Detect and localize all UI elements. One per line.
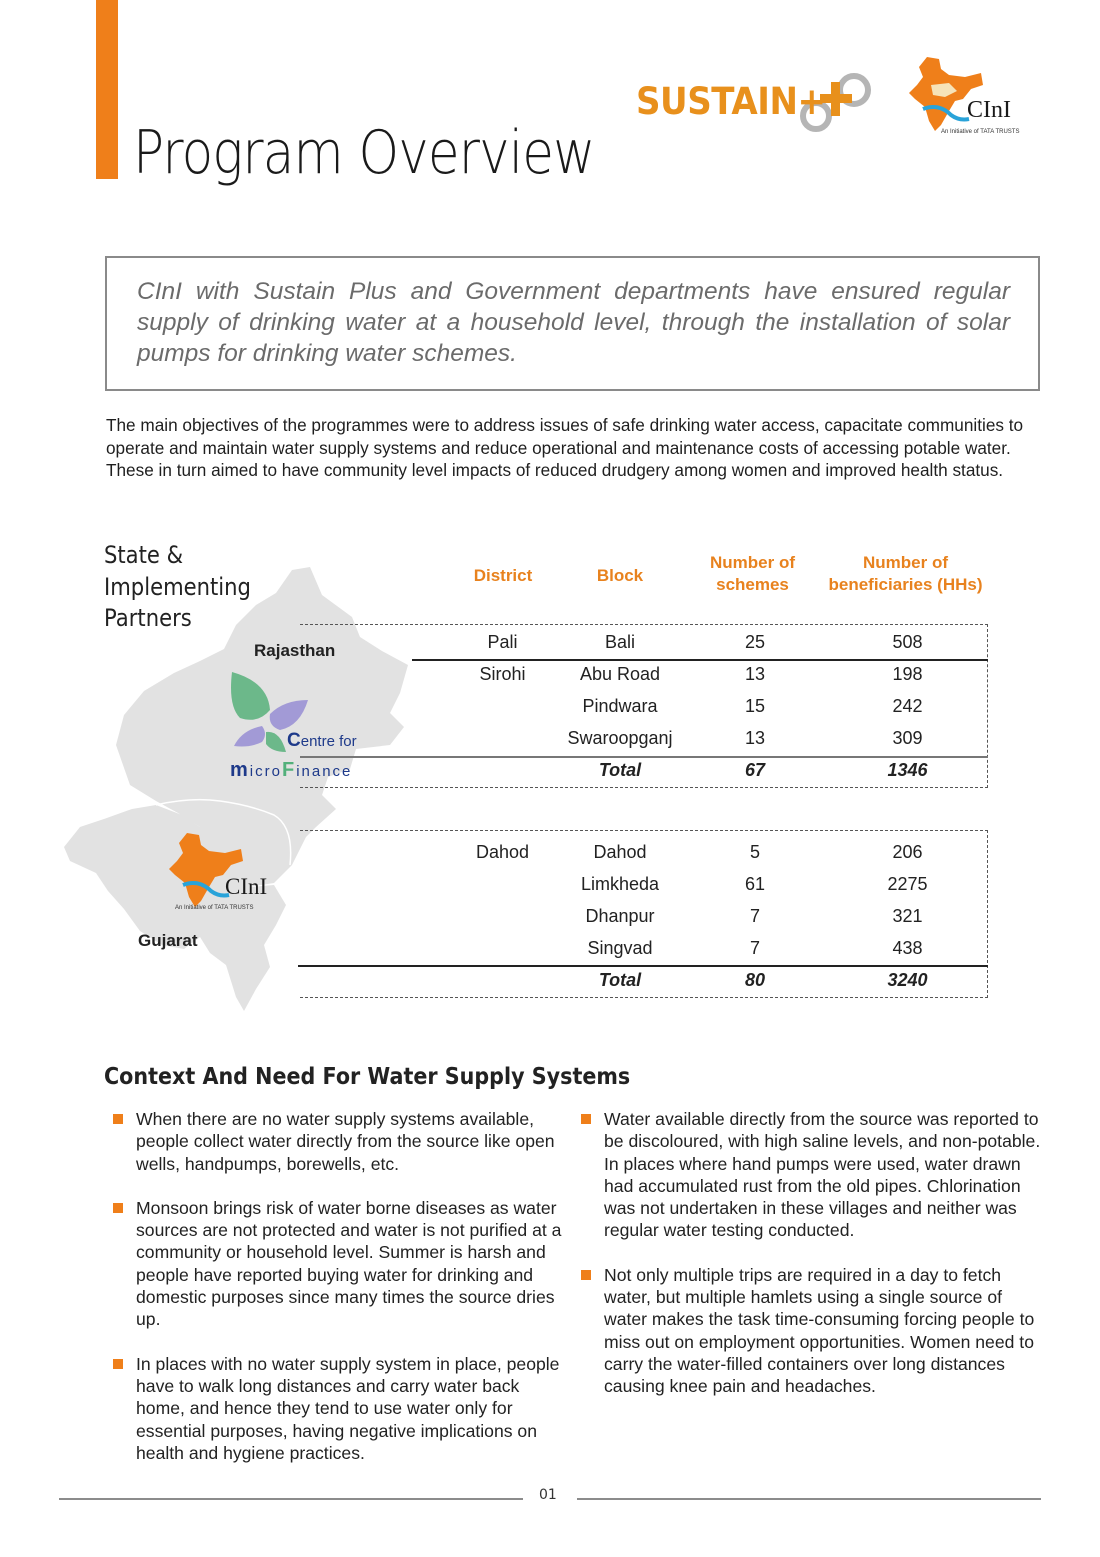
table-row: Pali Bali 25 508 <box>487 632 923 652</box>
orange-square-bullet-icon <box>113 1203 123 1213</box>
state-label-rajasthan: Rajasthan <box>254 641 336 660</box>
column-header-beneficiaries: Number of beneficiaries (HHs) <box>828 553 983 594</box>
table-row: Pindwara 15 242 <box>582 696 923 716</box>
column-header-schemes: Number of schemes <box>710 553 795 594</box>
table-row: Limkheda 61 2275 <box>580 874 928 894</box>
cini-partner-logo <box>165 830 280 915</box>
list-item: When there are no water supply systems available, people collect water directly from the source like open wells, handpumps, borewells, etc. <box>106 1108 566 1175</box>
intro-paragraph: The main objectives of the programmes were to address issues of safe drinking water access, capacitate communities to operate and maintain water supply systems and reduce operational and maintenance costs of accessing potable water. These in turn aimed to have community level impacts of reduced drudgery among women and improved health status. <box>106 415 1024 480</box>
cini-wordmark: CInI <box>967 97 1011 123</box>
context-heading: Context And Need For Water Supply Systems <box>104 1062 631 1090</box>
cini-wordmark: CInI <box>225 874 268 899</box>
footer-rule-right <box>577 1498 1041 1500</box>
table-row: Sirohi Abu Road 13 198 <box>479 664 923 684</box>
table-total-row: Total 80 3240 <box>598 970 928 990</box>
cini-logo <box>905 55 1025 140</box>
title-accent-bar <box>96 0 118 179</box>
cmf-name-line1: Centre for <box>287 730 357 751</box>
table-row: Dhanpur 7 321 <box>585 906 923 926</box>
gujarat-table <box>300 830 988 998</box>
table-total-row: Total 67 1346 <box>598 760 928 780</box>
context-bullets-right <box>574 1108 1049 1420</box>
page-title: Program Overview <box>133 118 595 188</box>
list-item: Not only multiple trips are required in a day to fetch water, but multiple hamlets using a single source of water makes the task time-consuming forcing people to miss out on employment opportunities. Women need to carry the water-filled containers over long distances causing knee pain and headaches. <box>574 1264 1049 1398</box>
highlight-quote-box <box>105 256 1040 391</box>
cini-tagline: An Initiative of TATA TRUSTS <box>941 129 1020 135</box>
cini-tagline: An Initiative of TATA TRUSTS <box>175 905 254 911</box>
table-row: Singvad 7 438 <box>587 938 923 958</box>
sustain-wordmark: SUSTAIN+ <box>636 80 826 123</box>
orange-square-bullet-icon <box>113 1359 123 1369</box>
orange-square-bullet-icon <box>113 1114 123 1124</box>
column-header-block: Block <box>596 566 644 585</box>
cmf-name-line2: microFinance <box>230 759 353 781</box>
orange-square-bullet-icon <box>581 1270 591 1280</box>
list-item: In places with no water supply system in place, people have to walk long distances and carry water back home, and hence they tend to use water only for essential purposes, having negative implications on health and hygiene practices. <box>106 1353 566 1464</box>
highlight-quote-text: CInI with Sustain Plus and Government departments have ensured regular supply of drinking water at a household level, through the installation of solar pumps for drinking water schemes. <box>137 278 1010 367</box>
footer-rule-left <box>59 1498 523 1500</box>
list-item: Water available directly from the source was reported to be discoloured, with high saline levels, and non-potable. In places where hand pumps were used, water drawn had accumulated rust from the old pipes. Chlorination was not undertaken in these villages and neither was regular water testing conducted. <box>574 1108 1049 1242</box>
list-item: Monsoon brings risk of water borne diseases as water sources are not protected and water is not purified at a community or household level. Summer is harsh and people have reported buying water for drinking and domestic purposes since many times the source dries up. <box>106 1197 566 1331</box>
orange-square-bullet-icon <box>581 1114 591 1124</box>
rajasthan-table <box>300 624 988 788</box>
page-number: 01 <box>539 1487 557 1503</box>
table-row: Dahod Dahod 5 206 <box>475 842 923 862</box>
column-header-district: District <box>473 566 533 585</box>
context-bullets-left <box>106 1108 566 1486</box>
state-label-gujarat: Gujarat <box>138 931 198 950</box>
sustain-plus-logo <box>636 68 876 138</box>
table-row: Swaroopganj 13 309 <box>567 728 923 748</box>
partners-heading: State & Implementing Partners <box>104 541 251 632</box>
